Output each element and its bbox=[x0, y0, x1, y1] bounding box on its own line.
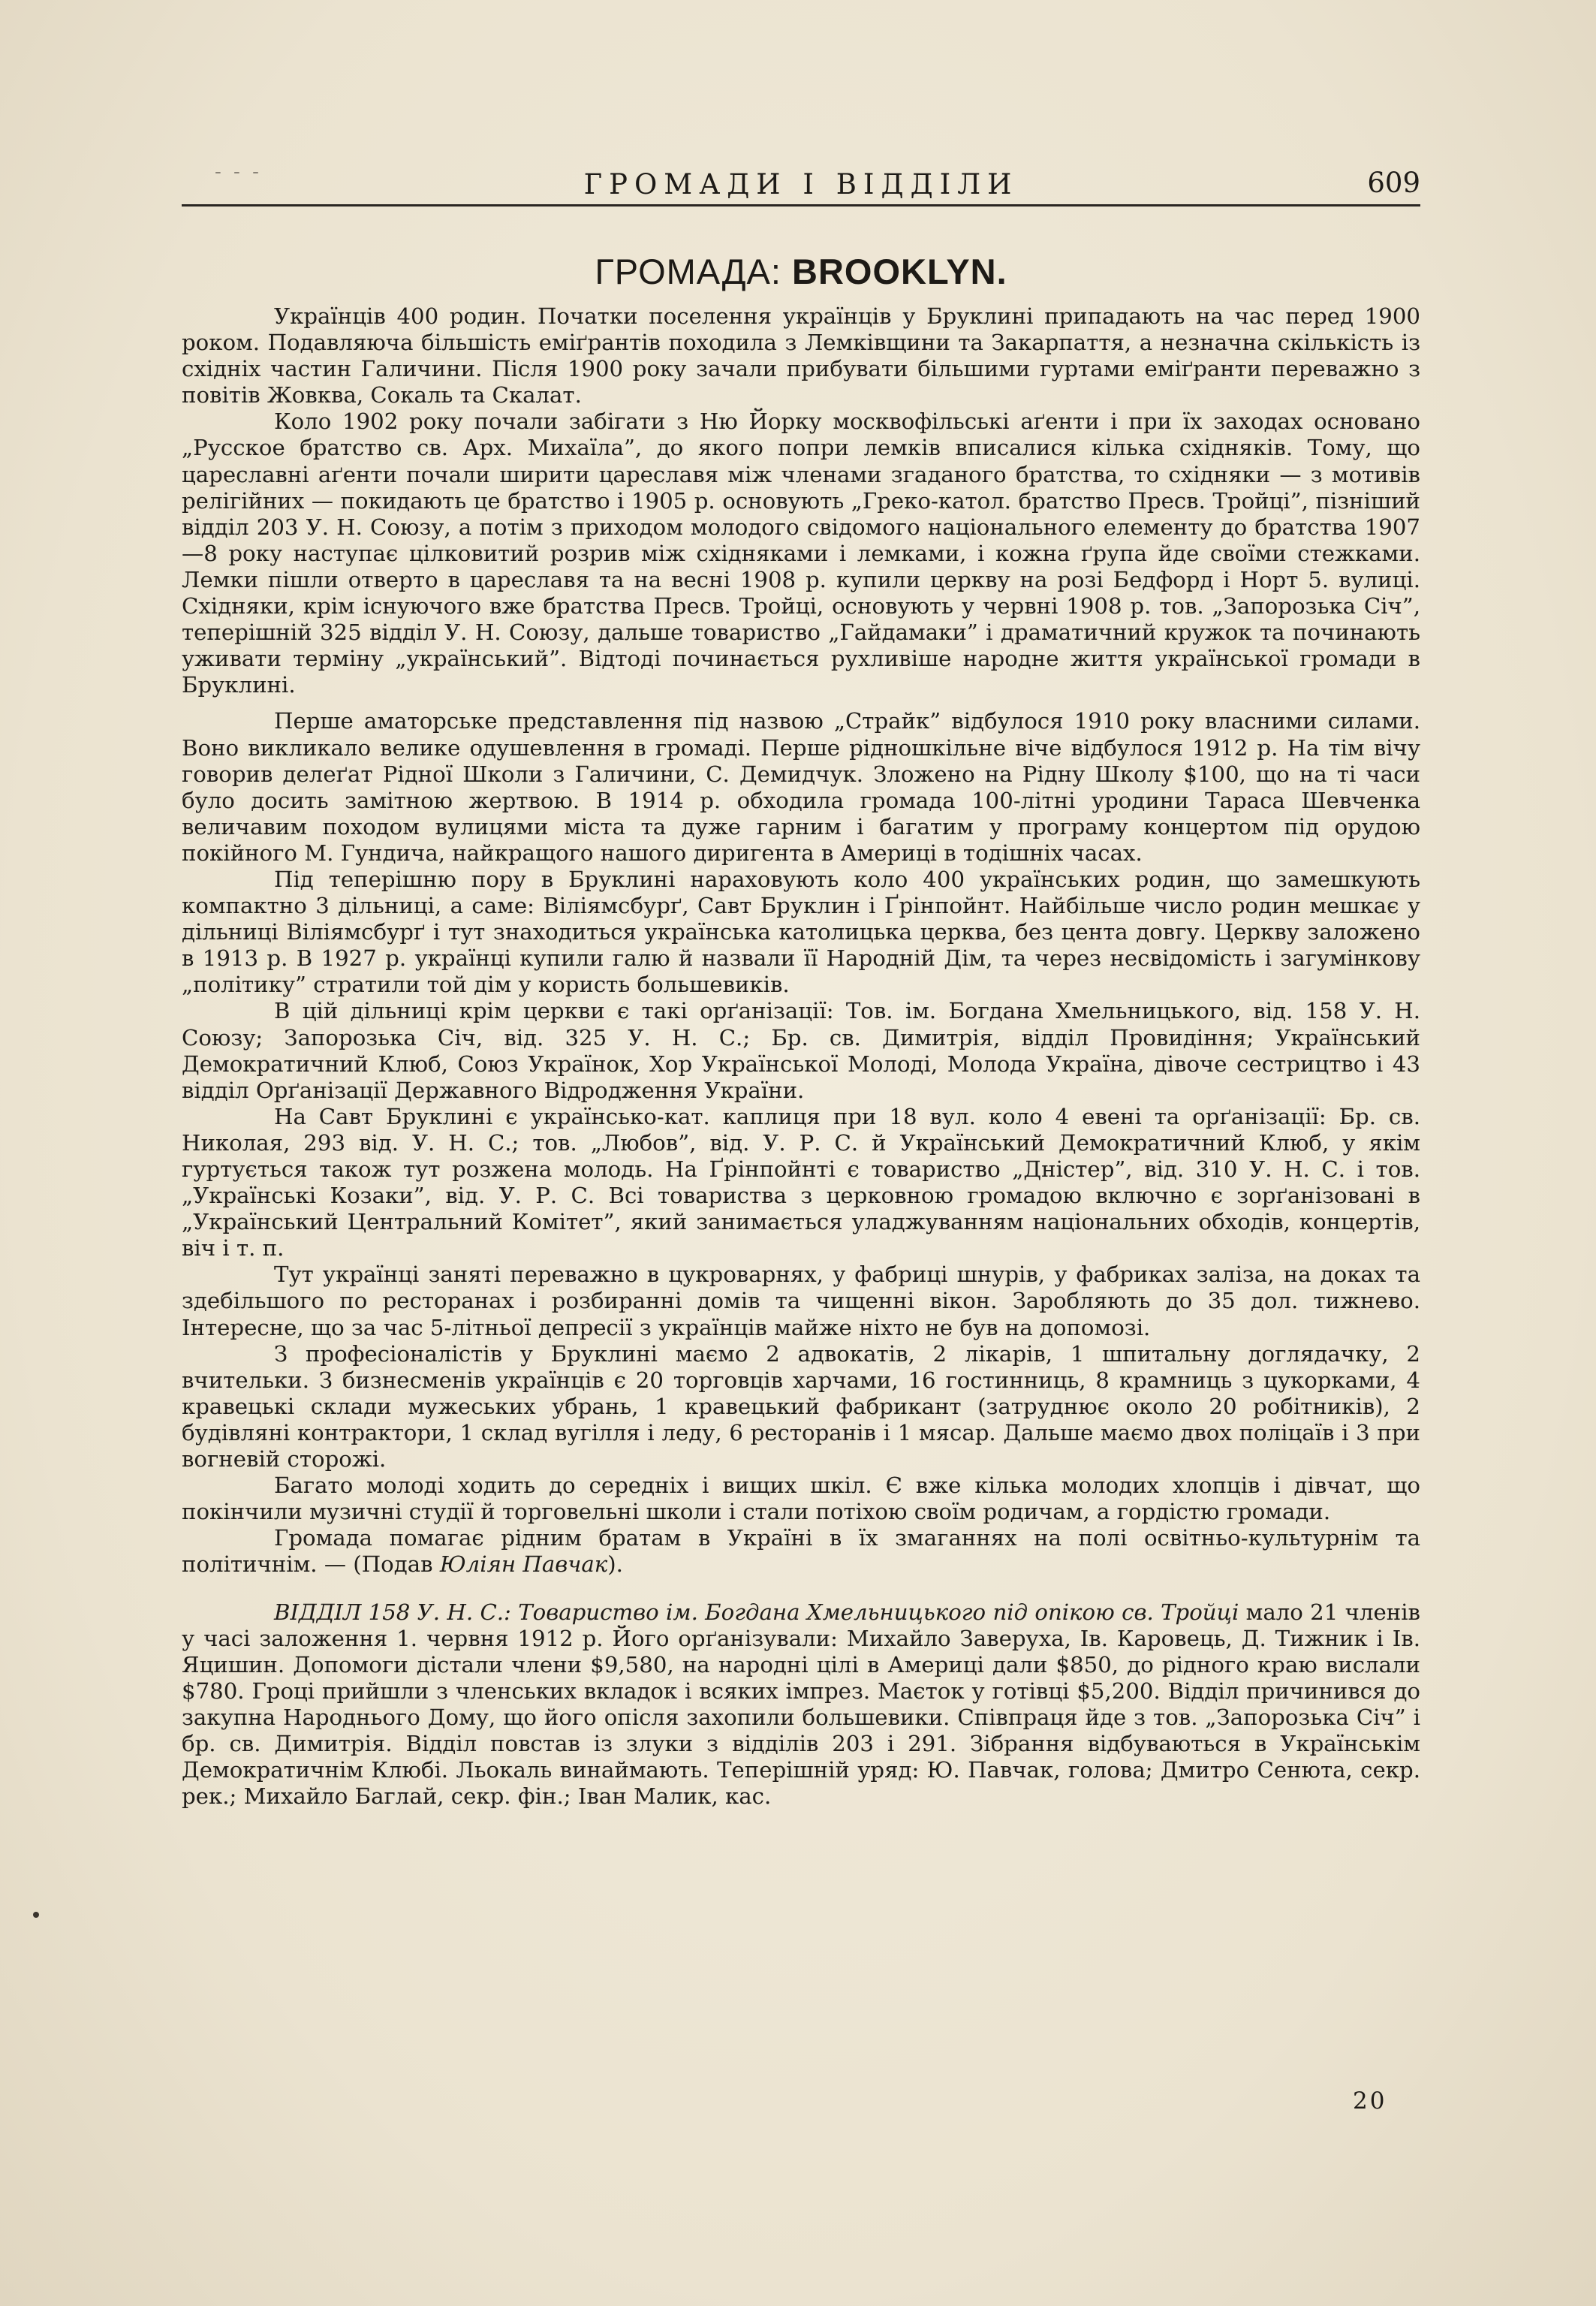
paragraph: Тут українці заняті переважно в цукроварнях, у фабриці шнурів, у фабриках заліза, на доках та здебільшого по ресторанах і розбиранні домів та чищенні вікон. Заробляють до 35 дол. тижнево. Інтересне, що за час 5-літньої депресії з українців майже ніхто не був на допомозі. bbox=[182, 1262, 1420, 1340]
running-title: ГРОМАДИ І ВІДДІЛИ bbox=[583, 168, 1019, 200]
paragraph: В цій дільниці крім церкви є такі орґанізації: Тов. ім. Богдана Хмельницького, від. 158 У. Н. Союзу; Запорозька Січ, від. 325 У. Н. С.; Бр. св. Димитрія, відділ Провидіння; Український Демократичний Клюб, Союз Українок, Хор Української Молоді, Молода Україна, дівоче сестрицтво і 43 відділ Орґанізації Державного Відродження України. bbox=[182, 998, 1420, 1103]
running-header bbox=[182, 164, 1420, 206]
paragraph: Під теперішню пору в Бруклині нараховують коло 400 українських родин, що замешкують компактно 3 дільниці, а саме: Віліямсбурґ, Савт Бруклин і Ґрінпойнт. Найбільше число родин мешкає у дільниці Віліямсбурґ і тут знаходиться українська католицька церква, без цента довгу. Церкву заложено в 1913 р. В 1927 р. українці купили галю й назвали її Народній Дім, та через несвідомість і загумінкову „політику” стратили той дім у користь большевиків. bbox=[182, 866, 1420, 998]
header-mark: - - - bbox=[215, 161, 262, 183]
closing-paragraph-author: Юліян Павчак bbox=[439, 1551, 608, 1578]
paragraph: На Савт Бруклині є українсько-кат. каплиця при 18 вул. коло 4 евені та орґанізації: Бр. св. Николая, 293 від. У. Н. С.; тов. „Любов”, від. У. Р. С. й Український Демократичний Клюб, у якім гуртується також тут розжена молодь. На Ґрінпойнті є товариство „Дністер”, від. 310 У. Н. С. і тов. „Українські Козаки”, від. У. Р. С. Всі товариства з церковною громадою включно є зорґанізовані в „Український Центральний Комітет”, який занимається уладжуванням національних обходів, концертів, віч і т. п. bbox=[182, 1103, 1420, 1262]
closing-paragraph-end: ). bbox=[607, 1551, 623, 1578]
paragraph: Коло 1902 року почали забігати з Ню Йорку москвофільські аґенти і при їх заходах основано „Русское братство св. Арх. Михаїла”, до якого попри лемків вписалися кілька східняків. Тому, що цареславні аґенти почали ширити цареславя між членами згаданого братства, то східняки — з мотивів релігійних — покидають це братство і 1905 р. основують „Греко-катол. братство Пресв. Тройці”, пізніший відділ 203 У. Н. Союзу, а потім з приходом молодого свідомого національного елементу до братства 1907—8 року наступає цілковитий розрив між східняками і лемками, і кожна ґрупа йде своїми стежками. Лемки пішли отверто в цареславя та на весні 1908 р. купили церкву на розі Бедфорд і Норт 5. вулиці. Східняки, крім існуючого вже братства Пресв. Тройці, основують у червні 1908 р. тов. „Запорозька Січ”, теперішній 325 відділ У. Н. Союзу, дальше товариство „Гайдамаки” і драматичний кружок та починають уживати терміну „український”. Відтоді починається рухливіше народне життя української громади в Бруклині. bbox=[182, 408, 1420, 698]
paper-speck bbox=[33, 1912, 39, 1918]
page-number: 609 bbox=[1367, 167, 1420, 199]
paragraph: З професіоналістів у Бруклині маємо 2 адвокатів, 2 лікарів, 1 шпитальну доглядачку, 2 вчительки. З бизнесменів українців є 20 торговців харчами, 16 гостинниць, 8 крамниць з цукорками, 4 кравецькі склади мужеських убрань, 1 кравецький фабрикант (затруднює около 20 робітників), 2 будівляні контрактори, 1 склад вугілля і леду, 6 ресторанів і 1 мясар. Дальше маємо двох поліцаїв і 3 при вогневій сторожі. bbox=[182, 1340, 1420, 1473]
body-text bbox=[182, 303, 1420, 1810]
closing-paragraph-text: Громада помагає рідним братам в Україні в їх змаганнях на полі освітньо-культурнім та політичнім. — (Подав bbox=[182, 1525, 1420, 1578]
branch-paragraph bbox=[182, 1599, 1420, 1810]
section-title bbox=[182, 251, 1420, 292]
branch-paragraph-text: мало 21 членів у часі заложення 1. червня 1912 р. Його орґанізували: Михайло Заверуха, Ів. Каровець, Д. Тижник і Ів. Яцишин. Допомоги дістали члени $9,580, на народні цілі в Америці дали $850, до рідного краю вислали $780. Гроці прийшли з членських вкладок і всяких імпрез. Маєток у готівці $5,200. Відділ причинився до закупна Народнього Дому, що його опісля захопили большевики. Співпраця йде з тов. „Запорозька Січ” і бр. св. Димитрія. Відділ повстав із злуки з відділів 203 і 291. Зібрання відбуваються в Українськім Демократичнім Клюбі. Льокаль винаймають. Теперішній уряд: Ю. Павчак, голова; Дмитро Сенюта, секр. рек.; Михайло Баглай, секр. фін.; Іван Малик, кас. bbox=[182, 1599, 1420, 1810]
section-title-city: BROOKLYN. bbox=[792, 252, 1007, 291]
paragraph: Українців 400 родин. Початки поселення українців у Бруклині припадають на час перед 1900 роком. Подавляюча більшість еміґрантів походила з Лемківщини та Закарпаття, а незначна скількість із східніх частин Галичини. Після 1900 року зачали прибувати більшими гуртами еміґранти переважно з повітів Жовква, Сокаль та Скалат. bbox=[182, 303, 1420, 408]
branch-paragraph-lead: ВІДДІЛ 158 У. Н. С.: Товариство ім. Богдана Хмельницького під опікою св. Тройці bbox=[274, 1599, 1239, 1625]
paragraph: Багато молоді ходить до середніх і вищих шкіл. Є вже кілька молодих хлопців і дівчат, що покінчили музичні студії й торговельні школи і стали потіхою своїм родичам, а гордістю громади. bbox=[182, 1473, 1420, 1525]
signature-number: 20 bbox=[1353, 2087, 1387, 2115]
paragraph: Перше аматорське представлення під назвою „Страйк” відбулося 1910 року власними силами. Воно викликало велике одушевлення в громаді. Перше рідношкільне віче відбулося 1912 р. На тім вічу говорив делеґат Рідної Школи з Галичини, С. Демидчук. Зложено на Рідну Школу $100, що на ті часи було досить замітною жертвою. В 1914 р. обходила громада 100-літні уродини Тараса Шевченка величавим походом вулицями міста та дуже гарним і багатим у програму концертом під орудою покійного М. Гундича, найкращого нашого диригента в Америці в тодішніх часах. bbox=[182, 708, 1420, 866]
closing-paragraph bbox=[182, 1525, 1420, 1578]
section-title-prefix: ГРОМАДА: bbox=[595, 252, 792, 291]
